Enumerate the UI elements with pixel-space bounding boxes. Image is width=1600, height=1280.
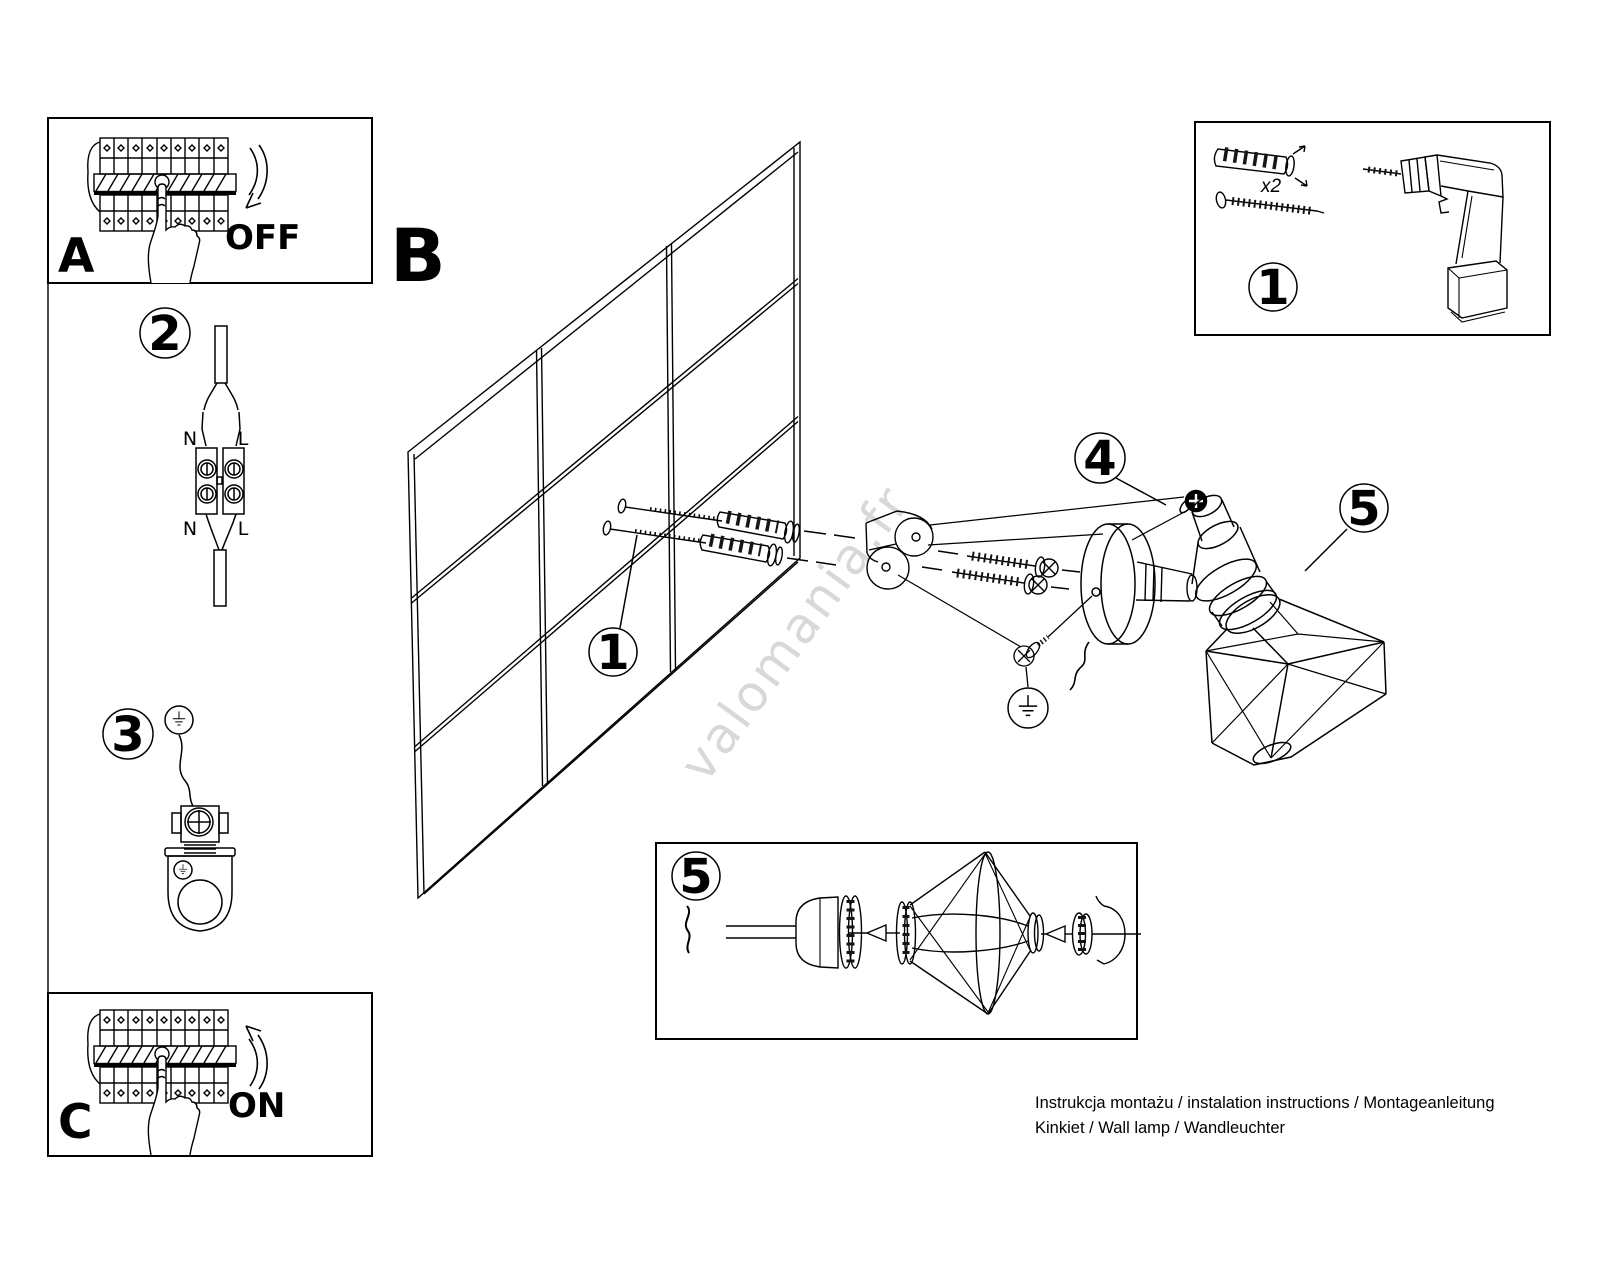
bracket-hole-upper <box>912 533 920 541</box>
base-hole <box>178 880 222 924</box>
socket-body <box>796 896 862 968</box>
rotate-arrow-icon <box>1092 896 1141 964</box>
wall-plate <box>1081 524 1155 644</box>
watermark-text: valomania.fr <box>668 474 922 792</box>
lamp-holder <box>1189 491 1282 637</box>
screw-head-1 <box>617 498 627 513</box>
lamp-arm-joint <box>1136 562 1197 602</box>
ground-mark-small-icon <box>174 861 192 879</box>
step4-number: 4 <box>1083 431 1117 487</box>
detail-step-number: 5 <box>679 849 713 905</box>
shade-detail-panel <box>656 843 1141 1039</box>
step5-callout <box>1305 481 1388 571</box>
terminal-top-l-label: L <box>237 428 249 450</box>
toolbox-panel <box>1195 122 1550 335</box>
footer-text <box>1035 1094 1495 1137</box>
step4-callout <box>1075 431 1207 540</box>
off-label: OFF <box>225 218 301 258</box>
footer-line2: Kinkiet / Wall lamp / Wandleuchter <box>1035 1119 1286 1137</box>
dowel-qty-label: x2 <box>1261 176 1282 197</box>
arrow-down-icon <box>246 145 267 208</box>
earth-wire <box>179 735 193 806</box>
cable-top <box>215 326 227 383</box>
step1-number: 1 <box>596 625 630 681</box>
assembly-arrow-icon-2 <box>1046 926 1065 942</box>
plate-guide-line <box>1132 510 1188 540</box>
step1-leader-line <box>620 535 637 628</box>
cable-lines <box>726 926 796 938</box>
box-c-label: C <box>58 1095 93 1150</box>
earth-screw-assembly <box>1008 596 1092 728</box>
step4-leader-line <box>1116 478 1166 505</box>
panel-a-switch-off <box>48 118 372 284</box>
screw-shaft-2 <box>610 529 706 543</box>
step2-number: 2 <box>148 306 182 362</box>
box-b-label: B <box>390 214 446 299</box>
cable-bottom <box>214 550 226 606</box>
wall-outline <box>408 142 800 898</box>
ground-icon <box>165 706 193 734</box>
assembly-arrow-icon <box>867 925 886 941</box>
lamp-cable <box>1070 642 1089 690</box>
toolbox-step-number: 1 <box>1256 260 1290 316</box>
retaining-ring <box>1073 913 1093 955</box>
step1-wall-callout <box>589 535 637 681</box>
plate-earth-hole <box>1092 588 1100 596</box>
box-c-border <box>48 993 372 1156</box>
step5-leader-line <box>1305 529 1347 571</box>
step5-number: 5 <box>1347 481 1381 537</box>
terminal-screws <box>198 460 243 503</box>
ground-icon-main <box>1008 688 1048 728</box>
footer-line1: Instrukcja montażu / instalation instructions / Montageanleitung <box>1035 1094 1495 1112</box>
terminal-top-n-label: N <box>182 428 198 450</box>
wall-plug-2 <box>700 535 783 567</box>
terminal-block-notch <box>217 477 222 484</box>
lamp-base-part <box>165 848 235 931</box>
terminal-bottom-n-label: N <box>182 518 198 540</box>
drill-icon <box>1363 155 1507 322</box>
toolbox-border <box>1195 122 1550 335</box>
wall-edge-thickness <box>414 148 798 894</box>
earth-clamp <box>172 806 228 853</box>
cage-side-view <box>897 852 1044 1014</box>
wall-vertical-seams <box>537 244 676 786</box>
panel-c-switch-on <box>48 993 372 1156</box>
arrow-up-icon <box>246 1026 267 1089</box>
cable-merge-wires <box>206 514 236 550</box>
wall-plug-1 <box>717 512 800 544</box>
screw-head-2 <box>602 520 612 535</box>
terminal-block-right <box>223 448 244 514</box>
step3-ground-diagram <box>103 706 235 931</box>
terminal-block-left <box>196 448 217 514</box>
tiled-wall <box>408 142 800 898</box>
cable-squiggle <box>686 906 690 953</box>
step3-number: 3 <box>111 707 145 763</box>
cage-shade <box>1206 587 1386 768</box>
on-label: ON <box>228 1086 286 1126</box>
cable-split-wires <box>202 383 240 446</box>
terminal-bottom-l-label: L <box>237 518 249 540</box>
fixing-screws <box>922 551 1080 595</box>
bracket-hole-lower <box>882 563 890 571</box>
step2-wiring-diagram <box>140 306 249 606</box>
box-a-label: A <box>58 229 95 284</box>
